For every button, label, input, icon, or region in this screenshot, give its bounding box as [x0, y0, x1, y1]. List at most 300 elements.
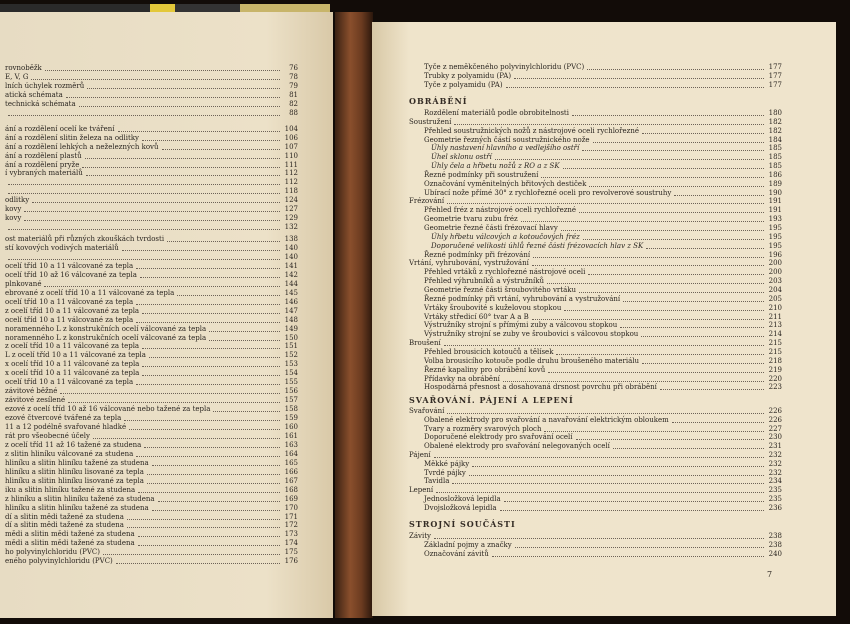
leader-dots	[136, 448, 280, 457]
toc-entry-page: 210	[768, 304, 782, 312]
toc-entry-page: 88	[289, 109, 298, 117]
toc-entry-page: 234	[768, 477, 782, 485]
leader-dots	[136, 260, 280, 269]
toc-entry-title: 11 a 12 podélně svařované hladké	[5, 423, 127, 431]
toc-entry-title: noramenného L z konstrukčních ocelí válcované za tepla	[5, 334, 207, 342]
toc-entry-page: 124	[284, 196, 298, 204]
leader-dots	[514, 70, 764, 79]
leader-dots	[118, 123, 280, 132]
leader-dots	[576, 431, 764, 440]
toc-entry-title: í vybraných materiálů	[5, 169, 83, 177]
toc-entry-title: Řezné kapaliny pro obrábění kovů	[424, 366, 546, 374]
toc-entry-title: Volba brousicího kotouče podle druhu broušeného materiálu	[424, 357, 640, 365]
toc-entry-title: ání a rozdělení pryže	[5, 161, 80, 169]
leader-dots	[142, 358, 280, 367]
toc-entry-title: Doporučené elektrody pro svařování ocelí	[424, 433, 573, 441]
toc-entry-title: z ocelí tříd 11 až 16 tažené za studena	[5, 441, 142, 449]
toc-entry-page: 235	[768, 486, 782, 494]
toc-entry-page: 238	[768, 532, 782, 540]
toc-entry-page: 112	[284, 178, 298, 186]
right-page	[372, 22, 836, 616]
toc-entry-page: 163	[284, 441, 298, 449]
toc-entry-page: 141	[284, 262, 298, 270]
leader-dots	[564, 302, 764, 311]
toc-entry-page: 174	[284, 539, 298, 547]
leader-dots	[452, 475, 764, 484]
leader-dots	[31, 71, 280, 80]
toc-entry-title: Lepení	[409, 486, 434, 494]
toc-entry-page: 193	[768, 215, 782, 223]
book-spine	[335, 12, 373, 618]
leader-dots	[152, 457, 280, 466]
toc-entry-page: 169	[284, 495, 298, 503]
toc-entry-title: mědi a slitin mědi tažené za studena	[5, 539, 135, 547]
toc-entry	[5, 109, 298, 117]
toc-entry-page: 191	[768, 197, 782, 205]
toc-entry-page: 157	[284, 396, 298, 404]
leader-dots	[116, 555, 280, 564]
toc-entry-page: 129	[284, 214, 298, 222]
page-number: 7	[767, 570, 773, 579]
toc-entry-page: 238	[768, 541, 782, 549]
leader-dots	[556, 346, 764, 355]
toc-entry-page: 180	[768, 109, 782, 117]
toc-entry-page: 140	[284, 244, 298, 252]
leader-dots	[444, 337, 764, 346]
toc-entry-page: 76	[289, 64, 298, 72]
toc-entry-title: kovy	[5, 205, 22, 213]
leader-dots	[79, 98, 280, 107]
toc-entry-page: 161	[284, 432, 298, 440]
leader-dots	[138, 537, 280, 546]
toc-entry-title: x ocelí tříd 10 a 11 válcované za tepla	[5, 360, 140, 368]
toc-entry-title: Přehled vrtáků z rychlořezné nástrojové oceli	[424, 268, 586, 276]
leader-dots	[583, 231, 764, 240]
leader-dots	[32, 194, 280, 203]
toc-entry-title: Tvrdé pájky	[424, 469, 466, 477]
toc-entry-page: 173	[284, 530, 298, 538]
toc-entry-page: 205	[768, 295, 782, 303]
toc-entry-title: Úhly nastavení hlavního a vedlejšího ostří	[431, 144, 580, 152]
toc-entry-page: 138	[284, 235, 298, 243]
toc-entry	[424, 504, 782, 512]
toc-entry-title: Základní pojmy a značky	[424, 541, 512, 549]
toc-entry-page: 110	[284, 152, 298, 160]
leader-dots	[8, 107, 280, 116]
toc-entry-page: 118	[284, 187, 298, 195]
toc-entry-page: 184	[768, 136, 782, 144]
toc-entry-page: 236	[768, 504, 782, 512]
toc-entry-title: L z ocelí tříd 10 a 11 válcované za tepla	[5, 351, 146, 359]
toc-entry	[424, 81, 782, 89]
leader-dots	[582, 142, 764, 151]
toc-entry-title: kovy	[5, 214, 22, 222]
leader-dots	[561, 222, 764, 231]
toc-entry-title: hliníku a slitin hliníku lisované za tepla	[5, 477, 144, 485]
section-heading-machining: OBRÁBĚNÍ	[409, 96, 468, 106]
toc-entry-page: 164	[284, 450, 298, 458]
toc-entry-title: Tvary a rozměry svarových ploch	[424, 425, 542, 433]
toc-entry-page: 107	[284, 143, 298, 151]
leader-dots	[213, 403, 280, 412]
toc-entry-page: 182	[768, 127, 782, 135]
toc-entry-title: z slitin hliníku válcované za studena	[5, 450, 134, 458]
leader-dots	[642, 355, 764, 364]
toc-entry-title: Tyče z neměkčeného polyvinylchloridu (PVC)	[424, 63, 585, 71]
toc-entry-page: 186	[768, 171, 782, 179]
toc-entry-title: Označování závitů	[424, 550, 489, 558]
toc-entry-page: 132	[284, 223, 298, 231]
leader-dots	[495, 151, 764, 160]
toc-entry-title: Přehled brousicích kotoučů a tělísek	[424, 348, 554, 356]
toc-entry-page: 218	[768, 357, 782, 365]
leader-dots	[24, 203, 280, 212]
leader-dots	[504, 493, 764, 502]
leader-dots	[646, 240, 764, 249]
toc-entry-page: 177	[768, 80, 782, 89]
toc-entry-page: 142	[284, 271, 298, 279]
section-heading-welding: SVAŘOVÁNÍ. PÁJENÍ A LEPENÍ	[409, 395, 574, 405]
toc-entry-title: ocelí tříd 10 a 11 válcované za tepla	[5, 298, 134, 306]
leader-dots	[506, 79, 764, 88]
leader-dots	[548, 364, 764, 373]
leader-dots	[500, 502, 765, 511]
toc-entry-page: 106	[284, 134, 298, 142]
toc-entry-title: Vrtáky středicí 60° tvar A a B	[424, 313, 529, 321]
leader-dots	[158, 493, 280, 502]
toc-entry-page: 175	[284, 548, 298, 556]
leader-dots	[613, 440, 764, 449]
leader-dots	[162, 141, 281, 150]
leader-dots	[532, 257, 764, 266]
toc-entry-page: 200	[768, 268, 782, 276]
toc-entry-page: 189	[768, 180, 782, 188]
toc-entry-title: ání a rozdělení slitin železa na odlitky	[5, 134, 140, 142]
toc-entry-page: 127	[284, 205, 298, 213]
toc-entry-page: 158	[284, 405, 298, 413]
toc-entry-title: Měkké pájky	[424, 460, 470, 468]
leader-dots	[472, 458, 764, 467]
toc-entry-title: Úhly čela a hřbetu nožů z RO a z SK	[431, 162, 560, 170]
toc-entry-title: lních úchylek rozměrů	[5, 82, 85, 90]
toc-entry-title: závitové zesílené	[5, 396, 66, 404]
left-page	[0, 12, 333, 618]
toc-entry-title: ání a rozdělení ocelí ke tváření	[5, 125, 115, 133]
toc-entry-title: E, V, G	[5, 73, 29, 81]
toc-entry-title: mědi a slitin mědi tažené za studena	[5, 530, 135, 538]
toc-entry-page: 159	[284, 414, 298, 422]
leader-dots	[642, 125, 764, 134]
toc-entry-title: x ocelí tříd 10 a 11 válcované za tepla	[5, 369, 140, 377]
toc-entry-title: Rozdělení materiálů podle obrobitelnosti	[424, 109, 569, 117]
leader-dots	[127, 519, 280, 528]
leader-dots	[521, 213, 764, 222]
toc-entry	[5, 557, 298, 565]
toc-entry-page: 196	[768, 251, 782, 259]
leader-dots	[103, 546, 280, 555]
leader-dots	[142, 305, 280, 314]
toc-entry-page: 112	[284, 169, 298, 177]
toc-entry-page: 223	[768, 383, 782, 391]
toc-entry-title: Řezné podmínky při frézování	[424, 251, 531, 259]
toc-entry-page: 240	[768, 550, 782, 558]
toc-entry-page: 203	[768, 277, 782, 285]
leader-dots	[8, 251, 280, 260]
toc-entry-title: ání a rozdělení lehkých a neželezných kovů	[5, 143, 159, 151]
toc-entry-title: Výstružníky strojní s přímými zuby a válcovou stopkou	[424, 321, 618, 329]
toc-entry-title: Soustružení	[409, 118, 452, 126]
toc-entry	[424, 383, 782, 391]
toc-entry-page: 152	[284, 351, 298, 359]
toc-entry-title: Vrtáky šroubovité s kuželovou stopkou	[424, 304, 562, 312]
toc-entry-page: 185	[768, 162, 782, 170]
toc-entry-page: 219	[768, 366, 782, 374]
toc-entry-title: z ocelí tříd 10 a 11 válcované za tepla	[5, 342, 140, 350]
section-heading-machine-parts: STROJNÍ SOUČÁSTI	[409, 519, 516, 529]
toc-entry-title: ání a rozdělení plastů	[5, 152, 82, 160]
toc-entry-title: z ocelí tříd 10 a 11 válcované za tepla	[5, 307, 140, 315]
toc-entry-title: technická schémata	[5, 100, 76, 108]
leader-dots	[641, 328, 764, 337]
toc-entry-title: Úhly hřbetu válcových a kotoučových fréz	[431, 233, 580, 241]
leader-dots	[434, 530, 764, 539]
toc-entry-title: Řezné podmínky při soustružení	[424, 171, 539, 179]
toc-entry-page: 168	[284, 486, 298, 494]
toc-entry-title: Řezné podmínky při vrtání, vyhrubování a vystružování	[424, 295, 621, 303]
toc-entry-title: hliníku a slitin hliníku lisované za tepla	[5, 468, 144, 476]
toc-entry-page: 148	[284, 316, 298, 324]
toc-entry-page: 144	[284, 280, 298, 288]
toc-entry-page: 146	[284, 298, 298, 306]
leader-dots	[129, 421, 280, 430]
toc-entry-title: Vrtání, vyhrubování, vystružování	[409, 259, 529, 267]
left-toc-list	[0, 12, 333, 618]
toc-entry-title: Úhel sklonu ostří	[431, 153, 492, 161]
leader-dots	[149, 349, 280, 358]
toc-entry-page: 160	[284, 423, 298, 431]
leader-dots	[447, 195, 764, 204]
toc-entry-page: 226	[768, 407, 782, 415]
toc-entry-page: 200	[768, 259, 782, 267]
toc-entry-page: 226	[768, 416, 782, 424]
toc-entry-title: Obalené elektrody pro svařování a navařování elektrickým obloukem	[424, 416, 669, 424]
toc-entry-page: 235	[768, 495, 782, 503]
leader-dots	[142, 340, 280, 349]
toc-entry-title: ocelí tříd 10 a 11 válcované za tepla	[5, 262, 134, 270]
leader-dots	[589, 178, 764, 187]
toc-entry-page: 213	[768, 321, 782, 329]
leader-dots	[136, 296, 280, 305]
toc-entry-title: eného polyvinylchloridu (PVC)	[5, 557, 113, 565]
toc-entry-page: 153	[284, 360, 298, 368]
toc-entry-page: 170	[284, 504, 298, 512]
leader-dots	[447, 405, 764, 414]
toc-entry-page: 171	[284, 513, 298, 521]
toc-entry-title: plnkované	[5, 280, 42, 288]
toc-entry-title: Jednosložková lepidla	[424, 495, 501, 503]
toc-entry-page: 176	[284, 557, 298, 565]
toc-entry-page: 165	[284, 459, 298, 467]
toc-entry-title: odlitky	[5, 196, 30, 204]
leader-dots	[436, 484, 764, 493]
toc-entry-page: 177	[768, 63, 782, 71]
toc-entry-title: Hospodárná přesnost a dosahovaná drsnost povrchu při obrábění	[424, 383, 657, 391]
toc-entry-page: 149	[284, 325, 298, 333]
toc-entry-page: 230	[768, 433, 782, 441]
leader-dots	[140, 269, 280, 278]
toc-entry-title: Broušení	[409, 339, 441, 347]
toc-entry-title: z hliníku a slitin hliníku tažené za studena	[5, 495, 155, 503]
toc-entry-title: ebrované z ocelí tříd 10 a 11 válcované za tepla	[5, 289, 175, 297]
toc-entry-title: Dvojsložková lepidla	[424, 504, 497, 512]
toc-entry-page: 150	[284, 334, 298, 342]
toc-entry-title: rát pro všeobecné účely	[5, 432, 90, 440]
toc-entry-title: Obalené elektrody pro svařování nelegovaných ocelí	[424, 442, 610, 450]
toc-entry-page: 182	[768, 118, 782, 126]
toc-entry-title: noramenného L z konstrukčních ocelí válcované za tepla	[5, 325, 207, 333]
toc-entry-title: závitové běžné	[5, 387, 58, 395]
toc-entry-title: Přehled výhrubníků a výstružníků	[424, 277, 545, 285]
toc-entry-title: stí kovových vodivých materiálů	[5, 244, 119, 252]
leader-dots	[563, 160, 764, 169]
leader-dots	[547, 275, 764, 284]
toc-entry-page: 227	[768, 425, 782, 433]
toc-entry-title: Přehled fréz z nástrojové oceli rychlořezné	[424, 206, 577, 214]
leader-dots	[87, 80, 280, 89]
toc-entry-title: iku a slitin hliníku tažené za studena	[5, 486, 136, 494]
toc-entry-page: 191	[768, 206, 782, 214]
leader-dots	[122, 242, 280, 251]
toc-entry-page: 156	[284, 387, 298, 395]
toc-entry-title: rovnoběžk	[5, 64, 42, 72]
toc-entry-page: 185	[768, 144, 782, 152]
leader-dots	[147, 475, 280, 484]
toc-entry-page: 195	[768, 233, 782, 241]
toc-entry-title: ocelí tříd 10 až 16 válcované za tepla	[5, 271, 137, 279]
book-edge-strip	[0, 4, 330, 12]
leader-dots	[588, 266, 764, 275]
toc-entry-page: 195	[768, 224, 782, 232]
toc-entry-page: 231	[768, 442, 782, 450]
toc-entry-page: 145	[284, 289, 298, 297]
toc-entry-title: Doporučené velikosti úhlů řezné části frézovacích hlav z SK	[431, 242, 644, 250]
toc-entry-title: Výstružníky strojní se zuby ve šroubovici s válcovou stopkou	[424, 330, 639, 338]
leader-dots	[93, 430, 280, 439]
toc-entry-page: 232	[768, 460, 782, 468]
toc-entry-title: ho polyvinylchloridu (PVC)	[5, 548, 100, 556]
leader-dots	[136, 314, 280, 323]
leader-dots	[60, 385, 280, 394]
leader-dots	[68, 394, 280, 403]
toc-entry-title: ocelí tříd 10 a 11 válcované za tepla	[5, 316, 134, 324]
leader-dots	[86, 167, 280, 176]
toc-entry	[424, 550, 782, 558]
leader-dots	[620, 319, 764, 328]
leader-dots	[672, 414, 764, 423]
toc-entry-title: atická schémata	[5, 91, 63, 99]
toc-entry-title: Pájení	[409, 451, 431, 459]
leader-dots	[8, 176, 280, 185]
toc-entry-title: Geometrie tvaru zubu fréz	[424, 215, 518, 223]
toc-entry-title: hliníku a slitin hliníku tažené za studena	[5, 504, 149, 512]
toc-entry-page: 151	[284, 342, 298, 350]
toc-entry-title: Přídavky na obrábění	[424, 375, 500, 383]
toc-entry-title: Svařování	[409, 407, 445, 415]
toc-entry-title: hliníku a slitin hliníku tažené za studena	[5, 459, 149, 467]
leader-dots	[45, 62, 280, 71]
toc-entry-title: Přehled soustružnických nožů z nástrojové oceli rychlořezné	[424, 127, 639, 135]
toc-entry-page: 140	[284, 253, 298, 261]
toc-entry-title: Tavidla	[424, 477, 450, 485]
leader-dots	[138, 528, 280, 537]
leader-dots	[8, 185, 280, 194]
leader-dots	[660, 381, 764, 390]
leader-dots	[44, 278, 280, 287]
toc-entry-page: 172	[284, 521, 298, 529]
toc-entry-page: 82	[289, 100, 298, 108]
toc-entry-title: ost materiálů při různých zkouškách tvrdosti	[5, 235, 165, 243]
toc-entry-page: 232	[768, 469, 782, 477]
leader-dots	[541, 169, 764, 178]
toc-entry-title: dí a slitin mědi tažené za studena	[5, 513, 124, 521]
leader-dots	[434, 449, 764, 458]
toc-entry-title: Ubírací nože přímé 30° z rychlořezné oceli pro revolverové soustruhy	[424, 189, 672, 197]
leader-dots	[24, 212, 280, 221]
toc-entry-page: 79	[289, 82, 298, 90]
toc-entry-page: 195	[768, 242, 782, 250]
toc-entry-title: Geometrie řezné části frézovací hlavy	[424, 224, 558, 232]
toc-entry-page: 166	[284, 468, 298, 476]
toc-entry-page: 215	[768, 348, 782, 356]
leader-dots	[579, 204, 764, 213]
leader-dots	[85, 150, 280, 159]
toc-entry-page: 155	[284, 378, 298, 386]
leader-dots	[167, 233, 280, 242]
toc-entry-title: dí a slitin mědi tažené za studena	[5, 521, 124, 529]
toc-entry-title: Označování vyměnitelných břitových destiček	[424, 180, 587, 188]
toc-entry	[5, 223, 298, 231]
leader-dots	[138, 484, 280, 493]
toc-entry-page: 154	[284, 369, 298, 377]
toc-entry-page: 177	[768, 71, 782, 80]
leader-dots	[572, 107, 764, 116]
leader-dots	[66, 89, 280, 98]
leader-dots	[492, 548, 764, 557]
toc-entry-title: Geometrie řezné části šroubovitého vrtáku	[424, 286, 577, 294]
toc-entry-page: 111	[284, 161, 298, 169]
toc-entry-page: 232	[768, 451, 782, 459]
leader-dots	[147, 466, 280, 475]
toc-entry-page: 81	[289, 91, 298, 99]
toc-entry-page: 167	[284, 477, 298, 485]
toc-entry-page: 78	[289, 73, 298, 81]
toc-entry-page: 211	[768, 313, 782, 321]
leader-dots	[152, 502, 280, 511]
leader-dots	[8, 221, 280, 230]
toc-entry-page: 214	[768, 330, 782, 338]
leader-dots	[144, 439, 280, 448]
toc-entry-page: 215	[768, 339, 782, 347]
leader-dots	[623, 293, 764, 302]
toc-entry-title: Trubky z polyamidu (PA)	[424, 71, 512, 80]
toc-entry-title: Tyče z polyamidu (PA)	[424, 80, 503, 89]
toc-entry-title: Závity	[409, 532, 431, 540]
leader-dots	[209, 323, 280, 332]
toc-entry-page: 185	[768, 153, 782, 161]
leader-dots	[177, 287, 280, 296]
leader-dots	[136, 376, 280, 385]
toc-entry-title: Geometrie řezných částí soustružnického nože	[424, 136, 590, 144]
